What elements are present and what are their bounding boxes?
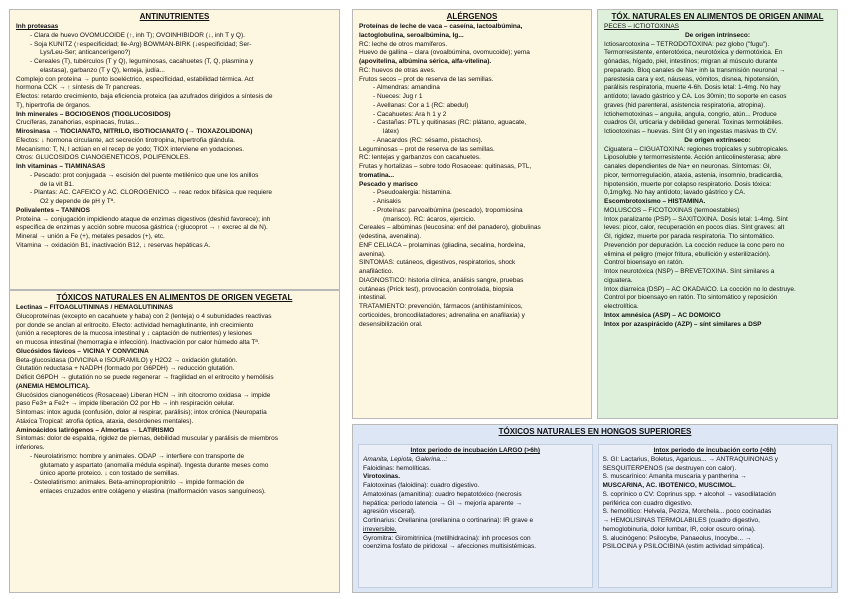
toxicos-vegetal-panel <box>9 290 340 593</box>
incubacion-corta-box <box>598 444 833 588</box>
text-line: Glutatión reductasa + NADPH (formado por G6PDH) → reducción glutatión. <box>16 365 235 373</box>
hongos-columns <box>358 444 832 588</box>
text-line: 0,1mg/kg. No hay antídoto; lavado gástrico y CA. <box>604 189 746 197</box>
text-line: Amanita, Lepiota, Galerina...: <box>363 455 448 463</box>
text-line: Falotoxinas (faloidina): cuadro digestivo. <box>363 482 480 489</box>
text-line: Intox diarreica (DSP) – ÁC OKADAICO. La cocción no lo destruye. <box>604 285 796 293</box>
text-line: hepática: período latencia → GI → mejoría aparente → <box>363 499 522 507</box>
text-line: Efectos: retardo crecimiento, baja eficiencia proteica (aa azufrados dirigidos a síntesis de <box>16 93 273 100</box>
text-line: hipotensión, muerte por colapso respiratorio. Dosis tóxica: <box>604 180 772 188</box>
text-line: látex) <box>383 128 399 135</box>
text-line: intestinal. <box>359 294 387 302</box>
text-line: Prevención por depuración. La cocción reduce la conc pero no <box>604 241 785 249</box>
text-line: RC: lentejas y garbanzos con cacahuetes. <box>359 154 481 162</box>
text-line: Glucósidos fávicos – VICINA Y CONVICINA <box>16 347 149 355</box>
text-line: Control por bioensayo en ratón. Tto sintomático y reposición <box>604 294 778 302</box>
text-line: Ciguatera – CIGUATOXINA: regiones tropicales y subtropicales. <box>604 145 789 153</box>
text-line: Proteínas de leche de vaca – caseína, lactoalbúmina, <box>359 23 523 30</box>
text-line: elimina el peligro (mejor fritura, ebullición y esterilización). <box>604 250 771 258</box>
text-line: S. muscarínico: Amanita muscaria y pantherina → <box>602 473 747 481</box>
text-line: - Cacahuetes: Ara h 1 y 2 <box>373 110 447 118</box>
text-line: Efectos: ↓ hormona circulante, act secreción tirotropina, hipertrofia glándula. <box>16 136 235 144</box>
text-line: cutáneas (Prick test), provocación controlada, biopsia <box>359 285 514 293</box>
text-line: Ictiosarcotoxina – TETRODOTOXINA: pez globo ("fugu"). <box>604 40 770 48</box>
text-line: hemoglobinuria, dolor lumbar, IR, color oscuro orina). <box>602 525 756 533</box>
text-line: Ictiootoxinas – huevas. Sínt GI y en ingestas masivas tb CV. <box>604 128 778 135</box>
text-line: agresión visceral). <box>363 508 416 516</box>
text-line: Pescado y marisco <box>359 180 418 188</box>
text-line: específica de enzimas y acción sobre mucosa gástrica (↑glucoprot → ↑ excrec al de N). <box>16 224 268 232</box>
toxicos-animal-title: TÓX. NATURALES EN ALIMENTOS DE ORIGEN ANIMAL <box>611 12 824 21</box>
text-line: preparado. Bloq canales de Na+ inh la transmisión neuronal → <box>604 66 786 74</box>
text-line: - Plantas: ÁC. CAFEICO y ÁC. CLOROGÉNICO → reac redox bifásica que requiere <box>30 189 273 197</box>
text-line: Mecanismo: T, N, I actúan en el recep de yodo; TIOX interviene en yodaciones. <box>16 145 245 153</box>
text-line: Lectinas – FITOAGLUTININAS / HEMAGLUTININAS <box>16 304 173 311</box>
text-line: canales dependientes de Na+ en neuronas. Síntomas: GI, <box>604 163 772 170</box>
text-line: Inh proteasas <box>16 23 59 30</box>
text-line: - Osteolatirismo: animales. Beta-aminopropionitrilo → impide formación de <box>30 479 245 486</box>
text-line: - Castañas: PTL y quitinasas (RC: plátano, aguacate, <box>373 119 527 127</box>
text-line: Control bioensayo en ratón. <box>604 259 684 267</box>
text-line: parálisis respiratoria, muerte 4-6h. Dosis letal: 1-4mg. No hay <box>604 84 781 92</box>
text-line: PSILOCINA y PSILOCIBINA (estim actividad simpática). <box>602 543 765 551</box>
text-line: Polivalentes – TANINOS <box>16 206 90 214</box>
text-line: - Cereales (T), tubérculos (T y Q), leguminosas, cacahuetes (T, Q, plasmina y <box>30 58 254 65</box>
text-line: Ictiohemotoxinas – anguila, angula, congrio, atún... Produce <box>604 110 777 118</box>
text-line: - Pseudoalergia: histamina. <box>373 189 452 197</box>
text-line: Amatoxinas (amanitina): cuadro hepatotóxico (necrosis <box>363 490 522 498</box>
toxicos-animal-body <box>604 23 831 329</box>
text-line: TRATAMIENTO: prevención, fármacos (antihistamínicos, <box>359 303 523 310</box>
text-line: - Clara de huevo OVOMUCOIDE (↑, inh T); OVOINHIBIDOR (↓, inh T y Q). <box>30 31 245 39</box>
hongos-title: TÓXICOS NATURALES EN HONGOS SUPERIORES <box>498 427 692 436</box>
toxicos-vegetal-title: TÓXICOS NATURALES EN ALIMENTOS DE ORIGEN VEGETAL <box>56 293 293 302</box>
text-line: Atáxica Tropical: atrofia óptica, ataxia, desórdenes mentales). <box>16 417 194 425</box>
text-line: Intox paralizante (PSP) – SAXITOXINA. Dosis letal: 1-4mg. Sínt <box>604 215 788 223</box>
text-line: cuadros GI, urticaria y debilidad general. Toxinas termolábiles. <box>604 119 784 127</box>
text-line: avenina). <box>359 250 386 258</box>
text-line: O2 y depende de pH y Tª. <box>40 198 115 205</box>
text-line: periférica con cuadro digestivo. <box>602 499 693 507</box>
incubacion-corta-heading: Intox periodo de incubación corto (<6h) <box>653 447 776 454</box>
text-line: S. hemolítico: Helvela, Peziza, Morchela... poco cocinadas <box>602 508 772 516</box>
text-line: MOLUSCOS – FICOTOXINAS (termoestables) <box>604 206 740 214</box>
incubacion-larga-box <box>358 444 593 588</box>
text-line: anafiláctico. <box>359 268 394 275</box>
text-line: de la vit B1. <box>40 180 74 188</box>
text-line: Intox por azaspirácido (AZP) – sínt similares a DSP <box>604 320 762 328</box>
text-line: en mucosa intestinal (hemorragia e infección). Inactivación por calor húmedo alta Tª. <box>16 339 260 346</box>
text-line: paso Fe3+ a Fe2+ → impide liberación O2 por Hb → inh respiración celular. <box>16 400 235 408</box>
text-line: Virotoxinas. <box>363 473 401 481</box>
text-line: - Neurolatirismo: hombre y animales. ODAP → interfiere con transporte de <box>30 452 245 460</box>
text-line: Escombrotoxismo – HISTAMINA. <box>604 198 706 205</box>
text-line: enlaces cruzados entre colágeno y elastina (malformación vasos sanguíneos). <box>40 487 266 495</box>
text-line: RC: leche de otros mamíferos. <box>359 40 448 48</box>
text-line: parestesia cara y ext, náuseas, vómitos, disnea, hipotensión, <box>604 75 780 83</box>
text-line: antídoto; lavado gástrico y CA. Los 30min; tto soporte en casos <box>604 93 787 100</box>
text-line: lactoglobulina, seroalbúmina, Ig... <box>359 31 464 39</box>
text-line: DIAGNÓSTICO: historia clínica, análisis sangre, pruebas <box>359 276 524 284</box>
text-line: RC: huevos de otras aves. <box>359 66 436 74</box>
text-line: Mineral → unión a Fe (+), metales pesados (+), etc. <box>16 233 165 240</box>
text-line: Huevo de gallina – clara (ovoalbúmina, ovomucoide); yema <box>359 49 530 57</box>
text-line: Liposoluble y termorresistente. Acción anticolinesterasa; abre <box>604 154 781 162</box>
text-line: Frutos secos – prot de reserva de las semillas. <box>359 75 494 83</box>
text-line: - Almendras: amandina <box>373 84 440 92</box>
text-line: electrolítica. <box>604 303 639 310</box>
text-line: S. alucinógeno: Psilocybe, Panaeolus, Inocybe... → <box>602 534 752 542</box>
text-line: De origen intrínseco: <box>684 31 750 39</box>
antinutrientes-body <box>16 23 333 251</box>
text-line: único aporte proteico. ↓ con tostado de semillas. <box>40 470 180 478</box>
text-line: leves: picor, calor, recuperación en pocos días. Sínt graves: alt <box>604 224 785 232</box>
text-line: → HEMOLISINAS TERMOLÁBILES (cuadro digestivo, <box>602 517 760 524</box>
text-line: elastasa), garbanzo (T y Q), lenteja, judía... <box>40 66 165 74</box>
text-line: por donde se anclan al eritrocito. Efecto: actividad hemaglutinante, inh crecimiento <box>16 321 254 329</box>
text-line: (unión a receptores de la mucosa intestinal y ↓ captación de nutrientes) y lesiones <box>16 330 252 338</box>
text-line: corticoides, broncodilatadores; adrenalina en anafilaxia) y <box>359 311 525 319</box>
text-line: GI, rigidez, muerte por parada respiratoria. Tto sintomático. <box>604 233 775 240</box>
text-line: Lys/Leu-Ser; anticancerígeno?) <box>40 49 131 57</box>
text-line: Glucoproteínas (excepto en cacahuete y haba) con 2 (lenteja) o 4 subunidades reactivas <box>16 312 272 320</box>
text-line: Aminoácidos latirógenos – Almortas → LATIRISMO <box>16 426 175 434</box>
text-line: (marisco). RC: ácaros, ejercicio. <box>383 215 476 223</box>
text-line: desensibilización oral. <box>359 320 423 328</box>
text-line: - Avellanas: Cor a 1 (RC: abedul) <box>373 101 469 109</box>
text-line: Leguminosas – prot de reserva de las semillas. <box>359 145 495 153</box>
text-line: hormona CCK → ↑ síntesis de Tr pancreas. <box>16 84 142 92</box>
text-line: Faloidinas: hemolíticas. <box>363 464 431 472</box>
text-line: Inh minerales – BOCIÓGENOS (TIOGLUCÓSIDOS) <box>16 110 171 118</box>
text-line: irreversible. <box>363 525 397 533</box>
incubacion-larga-body <box>363 456 588 552</box>
text-line: (apovitelina, albúmina sérica, alfa-vitelina). <box>359 58 492 65</box>
antinutrientes-title: ANTINUTRIENTES <box>139 12 210 21</box>
text-line: tromatina... <box>359 171 395 179</box>
text-line: S. GI: Lactarius, Boletus, Agaricus... → ANTRAQUINONAS y <box>602 455 779 463</box>
text-line: graves (hid parenteral, asistencia respiratoria, atropina). <box>604 101 766 109</box>
text-line: - Anacardos (RC: sésamo, pistachos). <box>373 136 483 144</box>
antinutrientes-panel <box>9 9 340 290</box>
incubacion-larga-heading: Intox periodo de incubación LARGO (>6h) <box>410 447 540 454</box>
text-line: MUSCARINA, ÁC. IBOTÉNICO, MUSCIMOL. <box>602 482 736 489</box>
text-line: Síntomas: intox aguda (confusión, dolor al respirar, parálisis); intox crónica (Neuropatía <box>16 409 267 416</box>
text-line: Frutas y hortalizas – sobre todo Rosaceae: quitinasas, PTL, <box>359 163 532 170</box>
text-line: (ANEMIA HEMOLÍTICA). <box>16 382 90 390</box>
text-line: Vitamina → oxidación B1, inactivación B12, ↓ reservas hepáticas A. <box>16 241 211 249</box>
text-line: Gyromitra: Giromitrinica (metilhidracina): inh procesos con <box>363 534 531 542</box>
text-line: T), hipertrofia de órganos. <box>16 101 91 109</box>
text-line: inferiores. <box>16 444 45 451</box>
text-line: ciguatera. <box>604 276 633 284</box>
text-line: PECES – ICTIOTOXINAS <box>604 23 680 30</box>
alergenos-body <box>359 23 585 329</box>
text-line: - Nueces: Jug r 1 <box>373 93 423 100</box>
alergenos-panel <box>352 9 592 419</box>
text-line: (edestina, avenalina). <box>359 233 422 240</box>
text-line: gónadas, hígado, piel, intestinos; migran al músculo durante <box>604 58 778 65</box>
toxicos-vegetal-body <box>16 304 333 497</box>
text-line: Intox amnésica (ASP) – ÁC DOMOICO <box>604 311 721 319</box>
text-line: De origen extrínseco: <box>684 136 751 144</box>
incubacion-corta-body <box>603 456 828 552</box>
text-line: SESQUITERPENOS (se destruyen con calor). <box>602 464 737 472</box>
text-line: Beta-glucosidasa (DIVICINA e ISOURAMILO) y H2O2 → oxidación glutatión. <box>16 356 238 364</box>
text-line: coenzima fosfato de piridoxal → afecciones multisistémicas. <box>363 543 537 551</box>
text-line: Otros: GLUCÓSIDOS CIANOGENÉTICOS, POLIFENOLES. <box>16 154 191 162</box>
text-line: Déficit G6PDH → glutatión no se puede regenerar → fragilidad en el eritrocito y hemólisis <box>16 374 274 381</box>
text-line: Mirosinasa → TIOCIANATO, NITRILO, ISOTIOCIANATO (→ TIOXAZOLIDONA) <box>16 128 253 135</box>
text-line: - Anisakis <box>373 198 401 205</box>
text-line: Intox neurotóxica (NSP) – BREVETOXINA. Sínt similares a <box>604 268 775 275</box>
text-line: picor, termorregulación, ataxia, astenia, insomnio, bradicardia, <box>604 171 783 179</box>
text-line: - Proteínas: parvoalbúmina (pescado), tropomiosina <box>373 206 523 214</box>
hongos-panel <box>352 424 838 593</box>
text-line: ENF CELIACA – prolaminas (gliadina, secalina, hordeína, <box>359 241 526 249</box>
text-line: - Soja KUNITZ (↑especificidad; lle-Arg) BOWMAN-BIRK (↓especificidad; Ser- <box>30 40 252 48</box>
text-line: glutamato y aspartato (anomalía médula espinal). Ingesta durante meses como <box>40 461 269 469</box>
text-line: S. coprínico o CV: Coprinus spp. + alcohol → vasodilatación <box>602 490 776 498</box>
text-line: Proteína → conjugación impidiendo ataque de enzimas digestivos (deshid favorece); inh <box>16 215 271 223</box>
text-line: Cereales – albúminas (leucosina: enf del panadero), globulinas <box>359 224 541 232</box>
text-line: Complejo con proteína → punto isoeléctrico, especificidad, estabilidad térmica. Act <box>16 75 254 83</box>
toxicos-animal-panel <box>597 9 838 419</box>
text-line: Inh vitaminas – TIAMINASAS <box>16 163 106 170</box>
text-line: Termorresistente, enterotóxica, neurotóxica y dermotóxica. En <box>604 49 783 57</box>
text-line: Síntomas: dolor de espalda, rigidez de piernas, debilidad muscular y parálisis de miembros <box>16 435 278 443</box>
text-line: SÍNTOMAS: cutáneos, digestivos, respiratorios, shock <box>359 259 516 267</box>
text-line: Glucósidos cianogenéticos (Rosaceae) Liberan HCN → inh citocromo oxidasa → impide <box>16 391 271 399</box>
text-line: Cortinarius: Orellanina (orellanina o cortinarina): IR grave e <box>363 517 534 524</box>
alergenos-title: ALÉRGENOS <box>446 12 498 21</box>
text-line: Crucíferas, zanahorias, espinacas, frutas... <box>16 119 140 127</box>
text-line: - Pescado: prot conjugada → escisión del puente metilénico que une los anillos <box>30 171 259 179</box>
